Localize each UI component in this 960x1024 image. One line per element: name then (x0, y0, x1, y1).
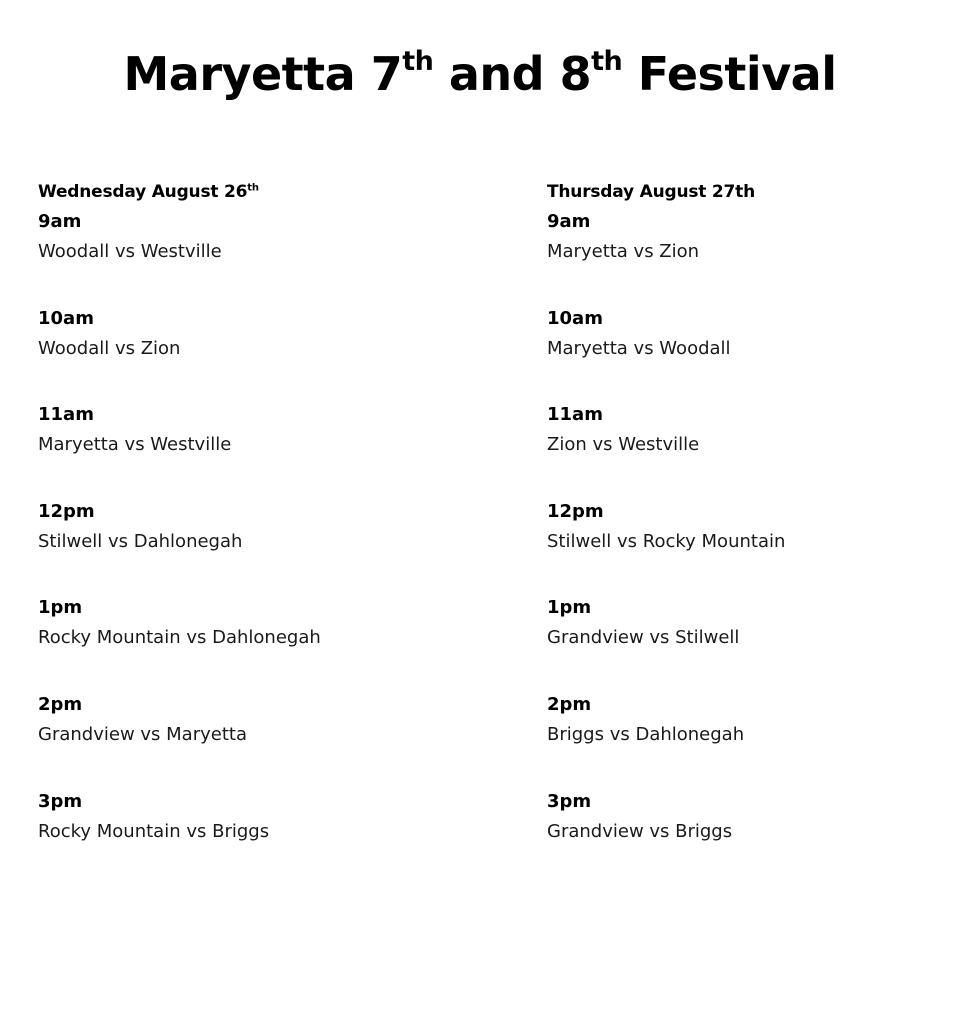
slot-match: Maryetta vs Woodall (547, 337, 731, 359)
slot-time: 10am (547, 307, 603, 329)
title-middle: and 8 (433, 47, 592, 101)
title-superscript-2: th (591, 45, 623, 77)
slot-time: 3pm (38, 790, 83, 812)
schedule-slot (38, 691, 458, 788)
day-column-wednesday (38, 178, 458, 884)
schedule-slot (38, 305, 458, 402)
slot-match: Grandview vs Briggs (547, 820, 733, 842)
day-heading (547, 178, 960, 208)
slot-match: Woodall vs Zion (38, 337, 181, 359)
slot-time: 10am (38, 307, 94, 329)
slot-match: Grandview vs Maryetta (38, 723, 247, 745)
slot-match: Rocky Mountain vs Briggs (38, 820, 270, 842)
schedule-slot (38, 401, 458, 498)
slot-match: Stilwell vs Dahlonegah (38, 530, 243, 552)
schedule-slot (547, 401, 960, 498)
schedule-slot (547, 305, 960, 402)
title-suffix: Festival (622, 47, 837, 101)
schedule-slot (547, 691, 960, 788)
slot-time: 2pm (547, 693, 592, 715)
slot-time: 9am (38, 211, 82, 232)
slot-time: 2pm (38, 693, 83, 715)
day-column-thursday (547, 178, 960, 884)
slot-time: 1pm (547, 597, 592, 619)
slot-time: 11am (38, 404, 94, 426)
slot-match: Grandview vs Stilwell (547, 627, 740, 649)
schedule-slot (547, 594, 960, 691)
schedule-slot (38, 208, 458, 305)
slot-time: 11am (547, 404, 603, 426)
title-superscript-1: th (402, 45, 434, 77)
slot-match: Stilwell vs Rocky Mountain (547, 530, 786, 552)
slot-time: 3pm (547, 790, 592, 812)
day-heading (38, 178, 458, 208)
schedule-slot (38, 788, 458, 885)
slot-match: Maryetta vs Westville (38, 434, 232, 456)
slot-match: Rocky Mountain vs Dahlonegah (38, 627, 321, 649)
slot-match: Woodall vs Westville (38, 241, 222, 262)
schedule-slot (547, 208, 960, 305)
schedule-slot (547, 498, 960, 595)
slot-match: Briggs vs Dahlonegah (547, 723, 745, 745)
slot-time: 1pm (38, 597, 83, 619)
slot-time: 12pm (547, 500, 604, 522)
schedule-slot (547, 788, 960, 885)
day-heading-superscript: th (247, 182, 259, 194)
day-heading-text: Wednesday August 26 (38, 182, 248, 202)
slot-match: Maryetta vs Zion (547, 241, 700, 262)
slot-time: 12pm (38, 500, 95, 522)
schedule-slot (38, 498, 458, 595)
slot-time: 9am (547, 211, 591, 232)
title-prefix: Maryetta 7 (123, 47, 403, 101)
schedule-slot (38, 594, 458, 691)
slot-match: Zion vs Westville (547, 434, 700, 456)
day-heading-text: Thursday August 27th (547, 182, 756, 202)
page-title (0, 42, 960, 106)
